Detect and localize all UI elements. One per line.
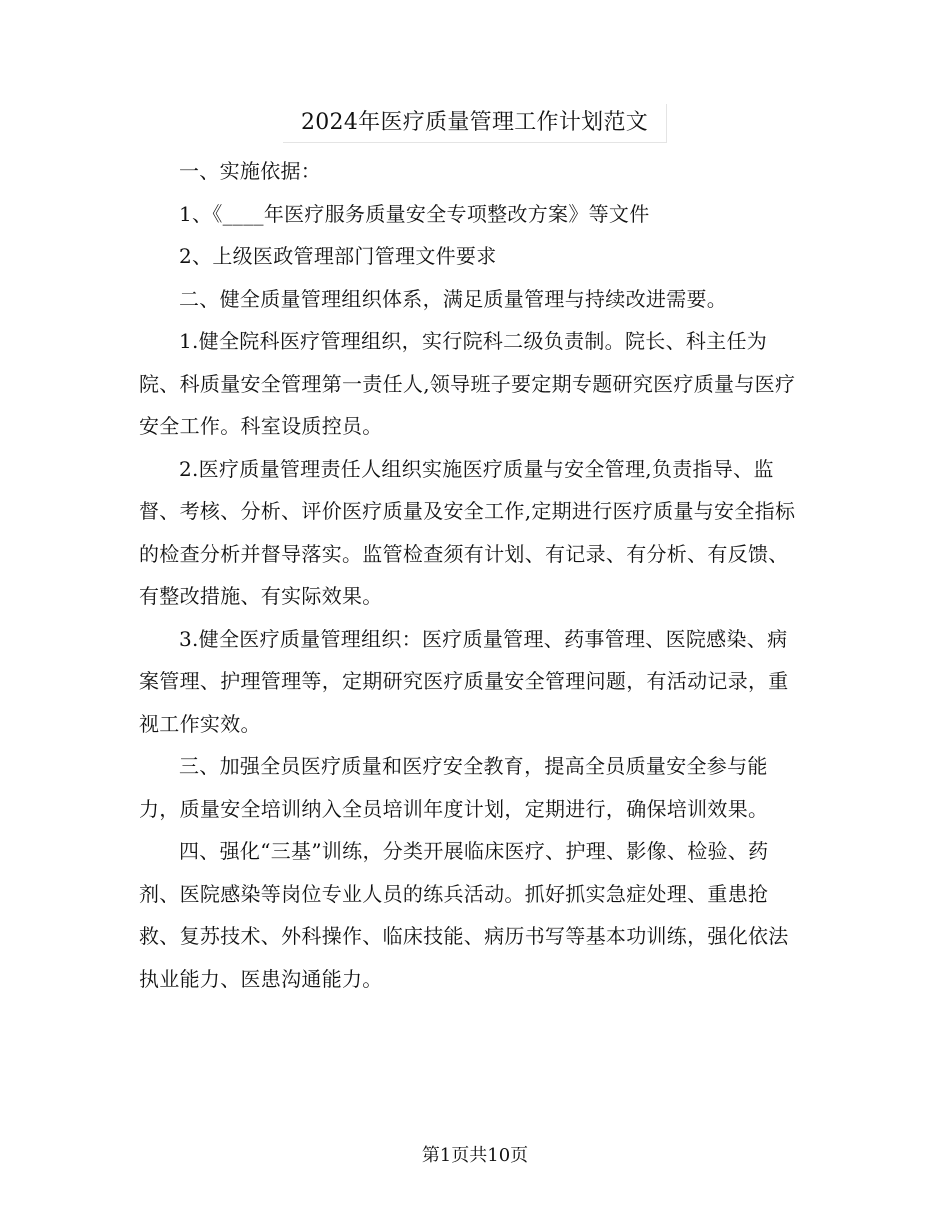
basis-item-1: 1、《____年医疗服务质量安全专项整改方案》等文件 <box>179 201 650 226</box>
page-number-footer: 第1页共10页 <box>421 1145 529 1166</box>
organization-paragraph-2: 2.医疗质量管理责任人组织实施医疗质量与安全管理,负责指导、监督、考核、分析、评价医疗质量及安全工作,定期进行医疗质量与安全指标的检查分析并督导落实。监管检查须有计划、有记录、有分析、有反馈、有整改措施、有实际效果。 <box>139 456 796 608</box>
section-paragraph-training: 四、强化“三基”训练，分类开展临床医疗、护理、影像、检验、药剂、医院感染等岗位专业人员的练兵活动。抓好抓实急症处理、重患抢救、复苏技术、外科操作、临床技能、病历书写等基本功训练，强化依法执业能力、医患沟通能力。 <box>139 839 789 991</box>
section-heading-organization: 二、健全质量管理组织体系，满足质量管理与持续改进需要。 <box>179 286 728 311</box>
document-body <box>139 150 807 1000</box>
organization-paragraph-3: 3.健全医疗质量管理组织：医疗质量管理、药事管理、医院感染、病案管理、护理管理等，定期研究医疗质量安全管理问题，有活动记录，重视工作实效。 <box>139 626 789 736</box>
basis-item-2: 2、上级医政管理部门管理文件要求 <box>179 244 497 268</box>
section-paragraph-education: 三、加强全员医疗质量和医疗安全教育，提高全员质量安全参与能力，质量安全培训纳入全员培训年度计划，定期进行，确保培训效果。 <box>139 754 769 821</box>
organization-paragraph-1: 1.健全院科医疗管理组织，实行院科二级负责制。院长、科主任为院、科质量安全管理第一责任人,领导班子要定期专题研究医疗质量与医疗安全工作。科室设质控员。 <box>139 329 796 438</box>
document-title: 2024年医疗质量管理工作计划范文 <box>283 104 667 143</box>
section-heading-basis: 一、实施依据： <box>179 159 322 183</box>
